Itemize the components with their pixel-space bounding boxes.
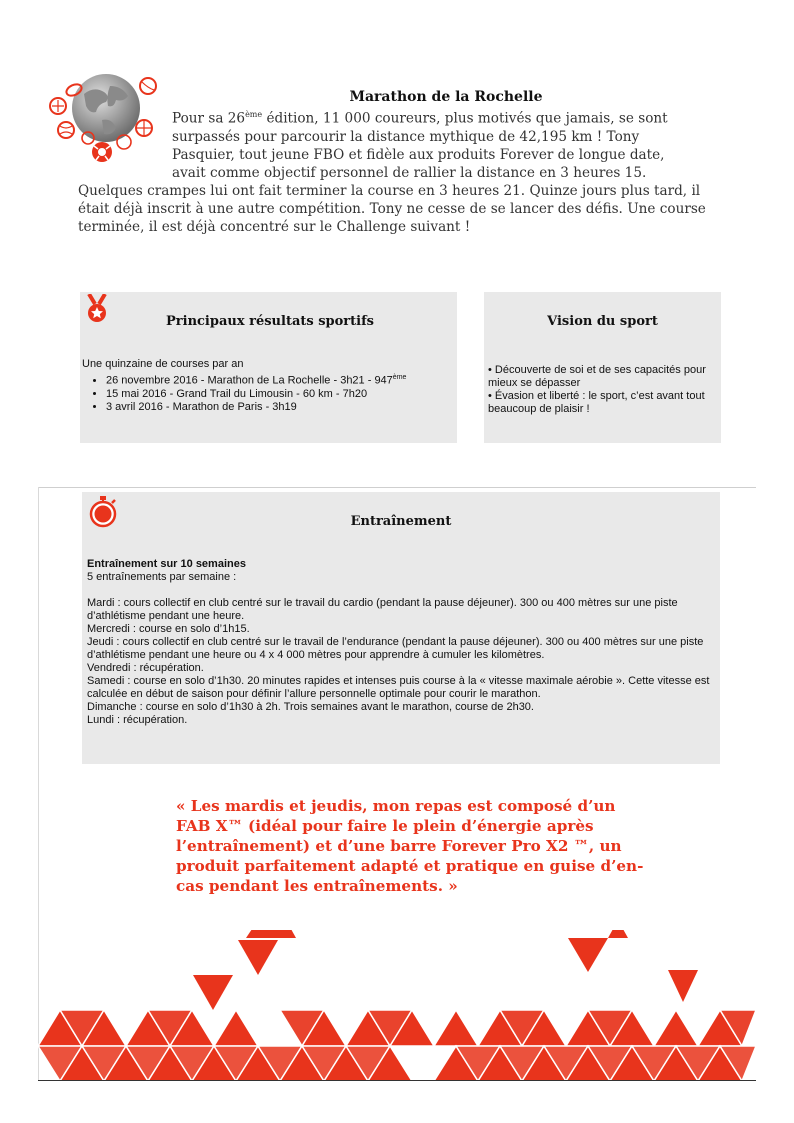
article — [80, 88, 720, 236]
results-title: Principaux résultats sportifs — [166, 314, 374, 329]
list-item-text: 3 avril 2016 - Marathon de Paris - 3h19 — [106, 400, 297, 413]
ordinal-sup: ème — [245, 110, 263, 119]
list-item-text: 15 mai 2016 - Grand Trail du Limousin - 60 km - 7h20 — [106, 387, 368, 400]
article-line-1-pre: Pour sa 26 — [172, 110, 246, 127]
vision-box — [484, 292, 721, 443]
training-day: Mardi : cours collectif en club centré sur le travail du cardio (pendant la pause déjeuner). 300 ou 400 mètres sur une piste d’athlétisme pendant une heure. — [87, 597, 678, 622]
training-day: Samedi : course en solo d’1h30. 20 minutes rapides et intenses puis course à la « vitesse maximale aérobie ». Cette vitesse est calculée en début de saison pour définir l’allure personnelle optimale pour courir le marathon. — [87, 675, 710, 700]
training-box — [82, 492, 720, 764]
training-day: Dimanche : course en solo d’1h30 à 2h. Trois semaines avant le marathon, course de 2h30. — [87, 701, 534, 713]
vision-title: Vision du sport — [547, 314, 658, 329]
results-list — [82, 371, 452, 414]
training-day: Jeudi : cours collectif en club centré sur le travail de l’endurance (pendant la pause déjeuner). 300 ou 400 mètres sur une piste d’athlétisme pendant une heure ou 4 x 4 000 mètres pour apprendre à cumuler les kilomètres. — [87, 636, 704, 661]
medal-icon — [86, 294, 108, 324]
article-line-3: Pasquier, tout jeune FBO et fidèle aux produits Forever de longue date, — [172, 146, 665, 163]
results-intro: Une quinzaine de courses par an — [82, 358, 244, 370]
training-day: Vendredi : récupération. — [87, 662, 204, 674]
triangle-pattern — [38, 930, 756, 1081]
article-body: Quelques crampes lui ont fait terminer la course en 3 heures 21. Quinze jours plus tard, il était déjà inscrit à une autre compétition. Tony ne cesse de se lancer des défis. Une course terminée, il est déjà concentré sur le Challenge suivant ! — [78, 182, 706, 235]
training-per-week: 5 entraînements par semaine : — [87, 571, 237, 583]
list-item — [106, 388, 452, 401]
article-line-4: avait comme objectif personnel de rallier la distance en 3 heures 15. — [172, 164, 647, 181]
section-divider — [38, 487, 756, 488]
article-line-2: surpassés pour parcourir la distance mythique de 42,195 km ! Tony — [172, 128, 640, 145]
vision-point-2: • Évasion et liberté : le sport, c’est avant tout beaucoup de plaisir ! — [488, 390, 705, 415]
results-box — [80, 292, 457, 443]
list-item — [106, 401, 452, 414]
vision-point-1: • Découverte de soi et de ses capacités pour mieux se dépasser — [488, 364, 706, 389]
bottom-border — [38, 1080, 756, 1081]
article-line-1-post: édition, 11 000 coureurs, plus motivés que jamais, se sont — [262, 110, 668, 127]
article-title: Marathon de la Rochelle — [349, 89, 543, 105]
ordinal-sup: ème — [392, 374, 407, 381]
training-day: Lundi : récupération. — [87, 714, 188, 726]
list-item-text: 26 novembre 2016 - Marathon de La Rochelle - 3h21 - 947 — [106, 374, 393, 387]
training-title: Entraînement — [350, 514, 452, 529]
quote: « Les mardis et jeudis, mon repas est composé d’un FAB X™ (idéal pour faire le plein d’énergie après l’entraînement) et d’une barre Forever Pro X2 ™, un produit parfaitement adapté et pratique en guise d’en-cas pendant les entraînements. » — [176, 797, 644, 895]
list-item — [106, 371, 452, 388]
training-day: Mercredi : course en solo d’1h15. — [87, 623, 250, 635]
article-intro — [80, 106, 720, 182]
training-subtitle: Entraînement sur 10 semaines — [87, 558, 246, 570]
